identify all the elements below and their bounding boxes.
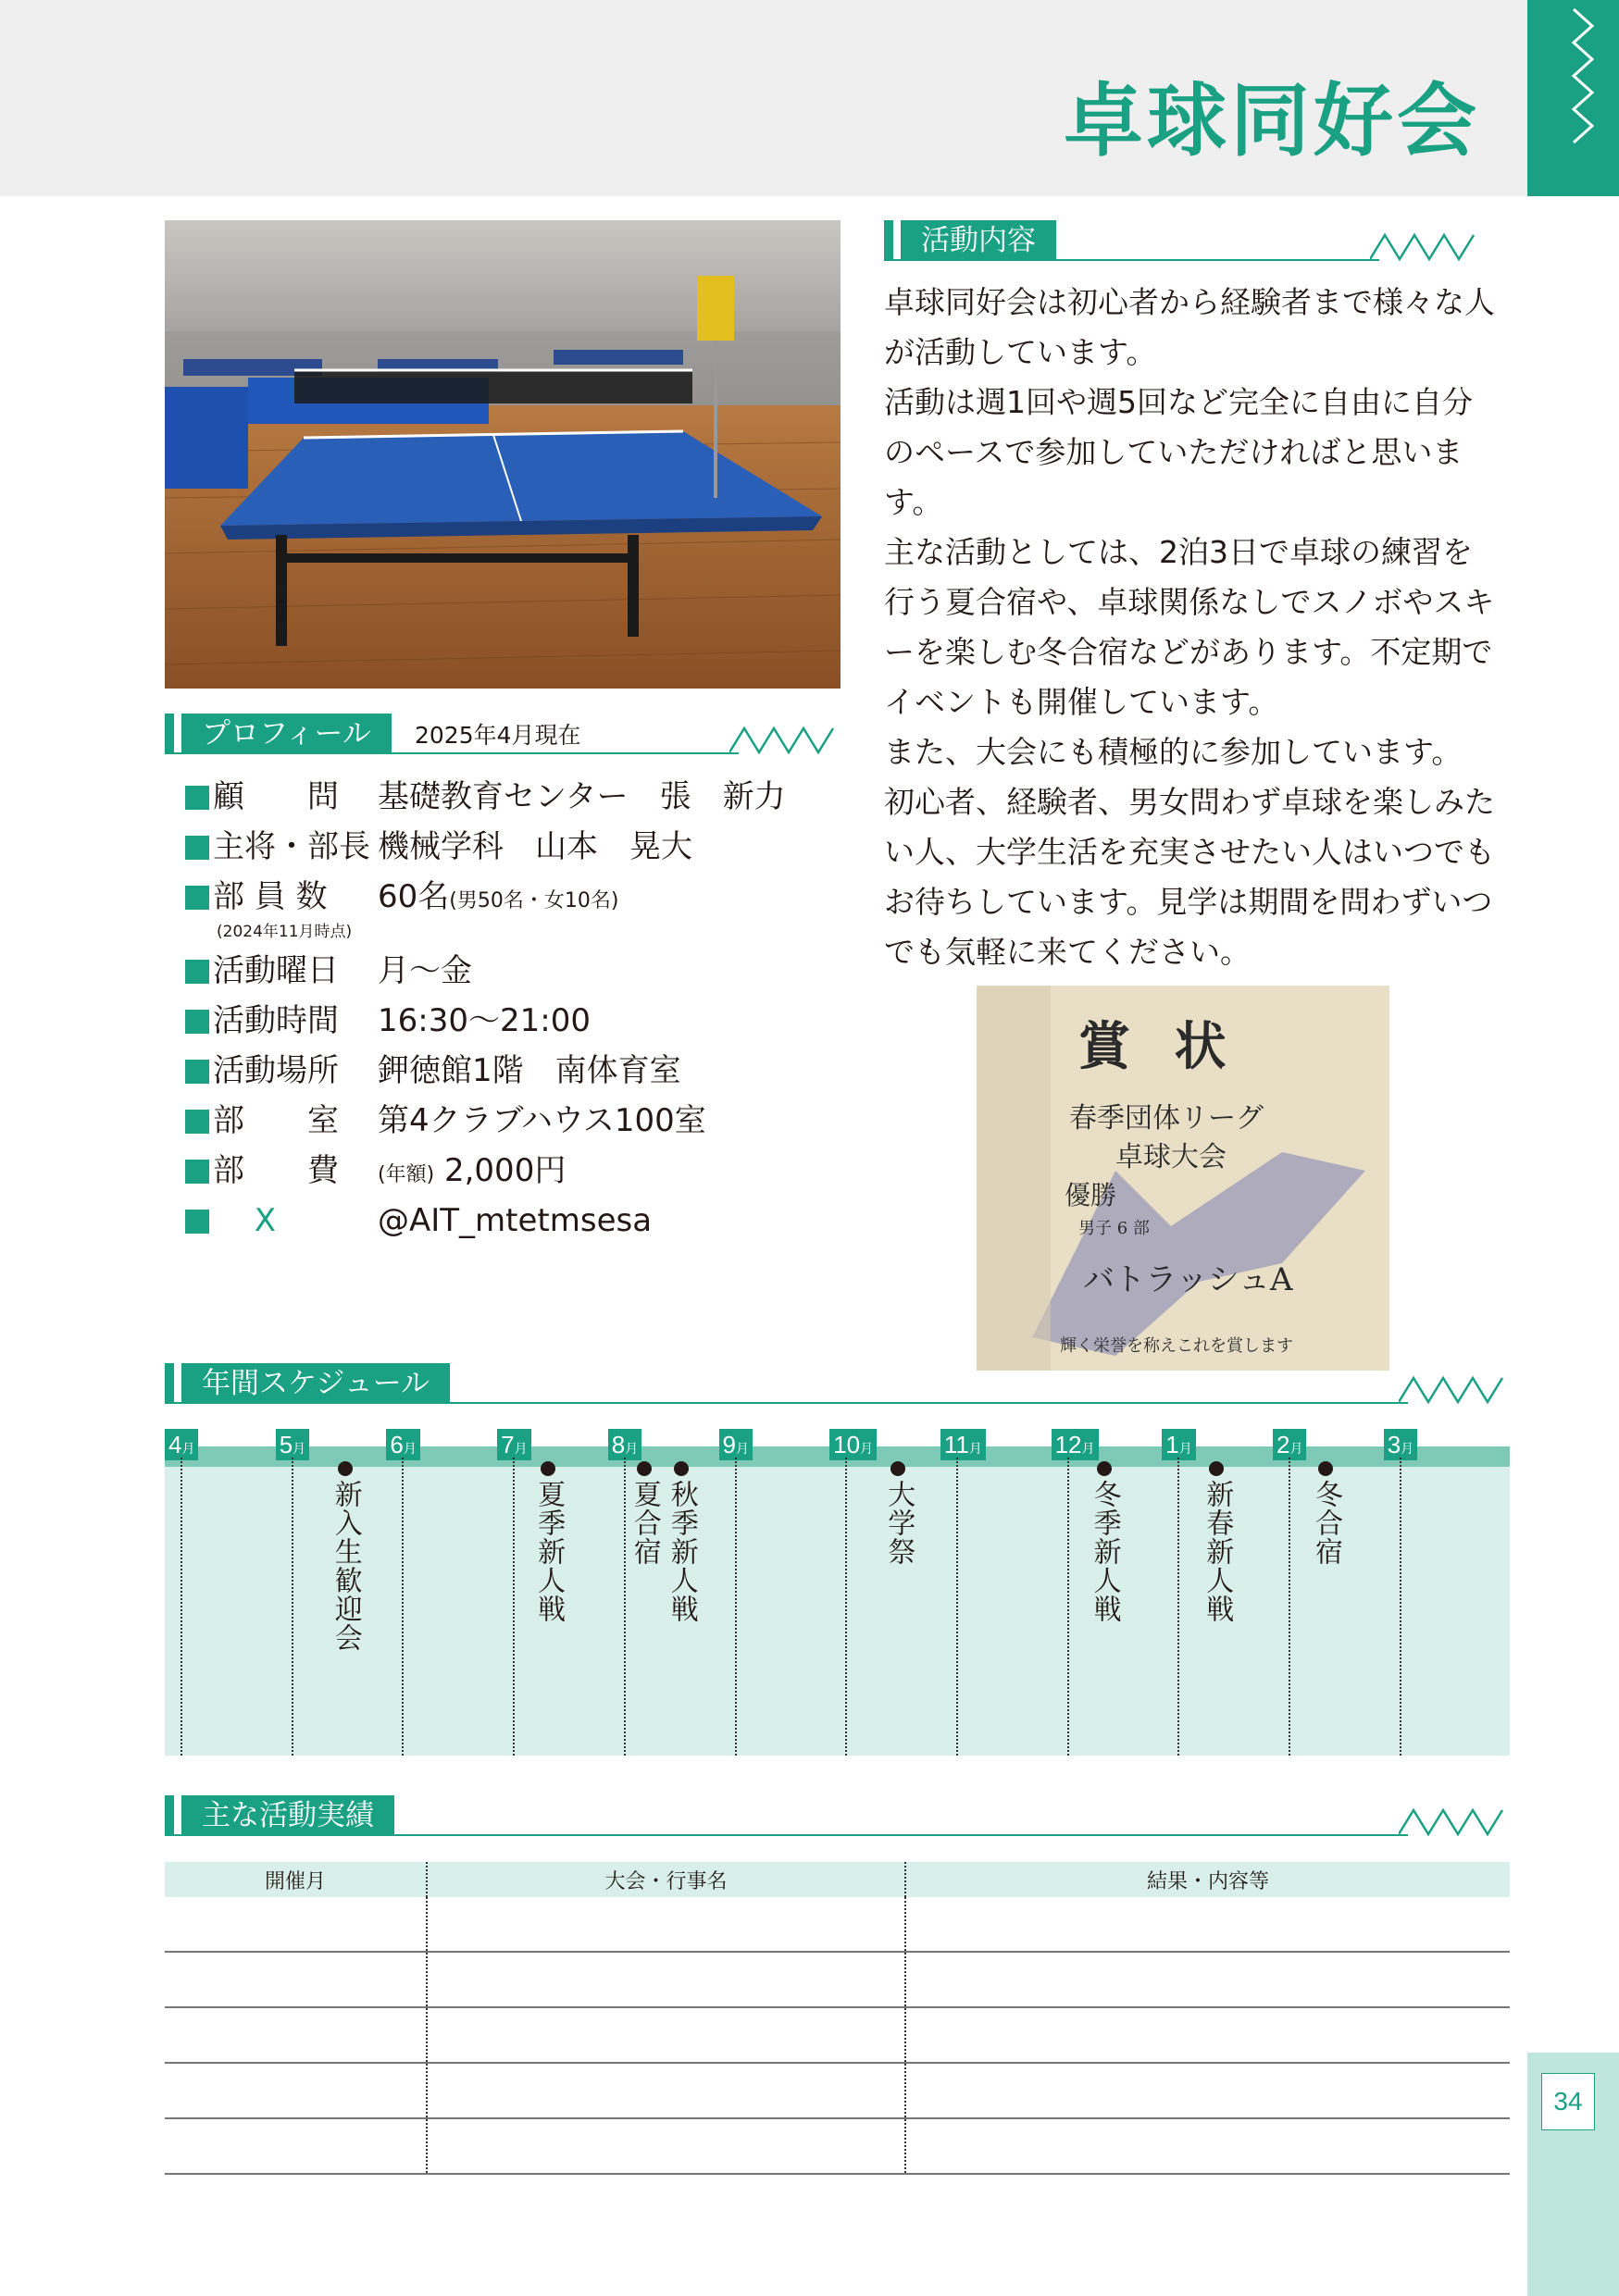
heading-bar xyxy=(884,220,893,261)
bullet-square-icon xyxy=(185,1110,209,1134)
results-heading xyxy=(165,1795,1510,1836)
event-label: 冬季新人戦 xyxy=(1088,1480,1121,1623)
event-label: 新入生歓迎会 xyxy=(329,1480,362,1652)
table-cell xyxy=(905,2063,1510,2118)
month-label: 5月 xyxy=(276,1429,309,1460)
award-line: 春季団体リーグ xyxy=(1069,1102,1264,1135)
table-cell xyxy=(427,1897,905,1952)
page-number: 34 xyxy=(1541,2073,1595,2130)
schedule-event xyxy=(629,1457,660,1566)
heading-underline xyxy=(165,1834,1408,1836)
schedule-heading-label: 年間スケジュール xyxy=(181,1363,450,1404)
x-account-link[interactable]: @AIT_mtetmsesa xyxy=(378,1202,653,1239)
month-divider xyxy=(1177,1458,1179,1756)
month-label: 3月 xyxy=(1384,1429,1417,1460)
month-divider xyxy=(1067,1458,1069,1756)
results-header-row xyxy=(165,1862,1510,1897)
month-divider xyxy=(624,1458,626,1756)
month-divider xyxy=(292,1458,293,1756)
event-label: 秋季新人戦 xyxy=(665,1480,698,1623)
table-cell xyxy=(905,2007,1510,2063)
zigzag-icon xyxy=(1370,230,1481,261)
main-photo xyxy=(165,220,841,689)
event-dot-icon xyxy=(1318,1461,1333,1476)
bullet-square-icon xyxy=(185,1060,209,1084)
schedule-event xyxy=(666,1457,697,1623)
profile-as-of: 2025年4月現在 xyxy=(415,722,581,749)
results-heading-label: 主な活動実績 xyxy=(181,1795,394,1836)
heading-bar xyxy=(165,714,174,754)
table-cell xyxy=(905,1897,1510,1952)
col-header-event: 大会・行事名 xyxy=(427,1862,905,1897)
table-cell xyxy=(427,2063,905,2118)
activity-paragraph: 主な活動としては、2泊3日で卓球の練習を行う夏合宿や、卓球関係なしでスノボやスキーを楽しむ冬合宿などがあります。不定期でイベントも開催しています。 xyxy=(884,534,1495,720)
table-row xyxy=(165,1897,1510,1952)
schedule-event xyxy=(532,1457,564,1623)
event-label: 夏季新人戦 xyxy=(532,1480,566,1623)
schedule-event xyxy=(1201,1457,1232,1623)
event-dot-icon xyxy=(890,1461,905,1476)
bullet-square-icon xyxy=(185,836,209,860)
col-header-result: 結果・内容等 xyxy=(905,1862,1510,1897)
ping-pong-table-photo xyxy=(165,220,841,689)
activity-paragraph: 活動は週1回や週5回など完全に自由に自分のペースで参加していただければと思います。 xyxy=(884,384,1473,520)
event-dot-icon xyxy=(338,1461,353,1476)
bullet-square-icon xyxy=(185,786,209,810)
activity-paragraph: また、大会にも積極的に参加しています。 xyxy=(884,734,1463,770)
month-label: 1月 xyxy=(1162,1429,1195,1460)
event-dot-icon xyxy=(1097,1461,1112,1476)
event-label: 冬合宿 xyxy=(1310,1480,1342,1566)
award-photo xyxy=(977,986,1389,1371)
month-label: 8月 xyxy=(608,1429,641,1460)
schedule-event xyxy=(882,1457,914,1566)
page-title: 卓球同好会 xyxy=(1064,75,1480,168)
table-row xyxy=(165,2118,1510,2174)
table-cell xyxy=(165,1897,427,1952)
month-divider xyxy=(1400,1458,1401,1756)
month-label: 6月 xyxy=(386,1429,419,1460)
schedule-heading xyxy=(165,1363,1510,1404)
bullet-square-icon xyxy=(185,1160,209,1184)
schedule-event xyxy=(330,1457,361,1652)
profile-heading-label: プロフィール xyxy=(181,714,392,754)
activity-paragraph: 卓球同好会は初心者から経験者まで様々な人が活動しています。 xyxy=(884,284,1495,370)
activity-heading xyxy=(884,220,1481,261)
bullet-square-icon xyxy=(185,1210,209,1234)
table-cell xyxy=(165,2007,427,2063)
month-divider xyxy=(956,1458,958,1756)
award-line: 男子 6 部 xyxy=(1078,1219,1150,1238)
event-dot-icon xyxy=(1209,1461,1224,1476)
heading-underline xyxy=(884,259,1379,261)
award-line: 卓球大会 xyxy=(1115,1141,1227,1173)
event-label: 夏合宿 xyxy=(628,1480,661,1566)
award-heading: 賞 状 xyxy=(1078,1016,1239,1077)
table-cell xyxy=(427,2118,905,2174)
table-cell xyxy=(427,1952,905,2007)
table-cell xyxy=(905,2118,1510,2174)
month-label: 10月 xyxy=(829,1429,877,1460)
profile-members-note: (2024年11月時点) xyxy=(217,923,353,941)
month-label: 7月 xyxy=(497,1429,530,1460)
heading-bar xyxy=(165,1795,174,1836)
heading-bar xyxy=(165,1363,174,1404)
award-line: バトラッシュA xyxy=(1083,1261,1293,1298)
schedule-event xyxy=(1310,1457,1341,1566)
schedule-band xyxy=(165,1446,1510,1756)
month-divider xyxy=(513,1458,515,1756)
heading-underline xyxy=(165,1402,1408,1404)
event-dot-icon xyxy=(637,1461,652,1476)
event-dot-icon xyxy=(541,1461,555,1476)
event-dot-icon xyxy=(674,1461,689,1476)
table-cell xyxy=(165,2118,427,2174)
zigzag-icon xyxy=(1399,1372,1510,1404)
month-label: 11月 xyxy=(940,1429,986,1460)
month-label: 2月 xyxy=(1273,1429,1306,1460)
month-label: 4月 xyxy=(165,1429,198,1460)
results-table xyxy=(165,1862,1510,2175)
event-label: 大学祭 xyxy=(882,1480,915,1566)
month-divider xyxy=(845,1458,847,1756)
activity-text xyxy=(884,278,1495,977)
month-label: 12月 xyxy=(1052,1429,1099,1460)
award-line: 優勝 xyxy=(1065,1180,1117,1210)
table-row xyxy=(165,1952,1510,2007)
zigzag-icon xyxy=(729,723,841,754)
activity-heading-label: 活動内容 xyxy=(901,220,1056,261)
month-divider xyxy=(181,1458,182,1756)
col-header-month: 開催月 xyxy=(165,1862,427,1897)
bullet-square-icon xyxy=(185,960,209,984)
award-line: 輝く栄誉を称えこれを賞します xyxy=(1060,1336,1293,1356)
month-divider xyxy=(402,1458,404,1756)
zigzag-decoration-icon xyxy=(1527,0,1619,196)
event-label: 新春新人戦 xyxy=(1201,1480,1234,1623)
schedule-event xyxy=(1089,1457,1120,1623)
bullet-square-icon xyxy=(185,1010,209,1034)
side-tab xyxy=(1527,0,1619,196)
bullet-square-icon xyxy=(185,886,209,910)
activity-paragraph: 初心者、経験者、男女問わず卓球を楽しみたい人、大学生活を充実させたい人はいつでもお待ちしています。見学は期間を問わずいつでも気軽に来てください。 xyxy=(884,784,1495,970)
table-cell xyxy=(165,2063,427,2118)
month-label: 9月 xyxy=(719,1429,753,1460)
month-divider xyxy=(1289,1458,1290,1756)
table-cell xyxy=(427,2007,905,2063)
table-row xyxy=(165,2007,1510,2063)
table-cell xyxy=(165,1952,427,2007)
table-row xyxy=(165,2063,1510,2118)
table-cell xyxy=(905,1952,1510,2007)
month-divider xyxy=(735,1458,737,1756)
zigzag-icon xyxy=(1399,1805,1510,1836)
